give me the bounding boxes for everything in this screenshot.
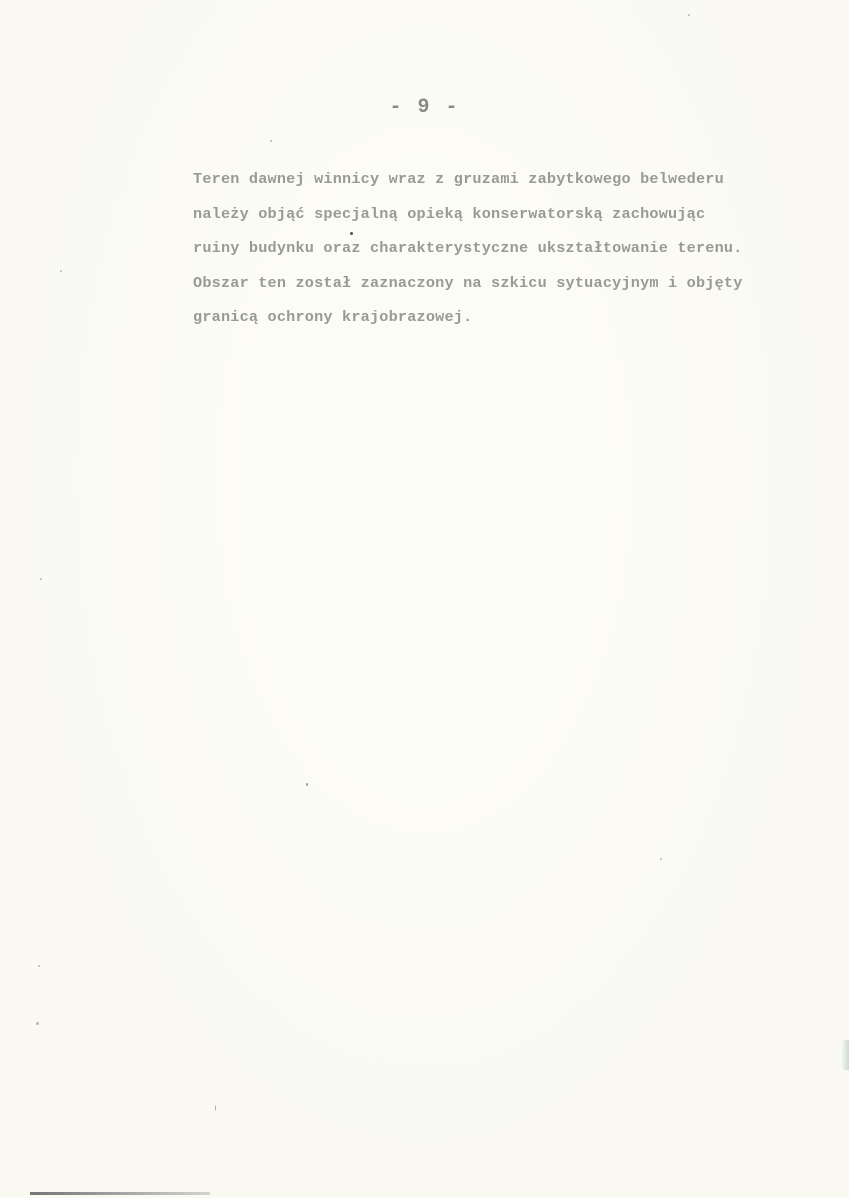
paper-speck xyxy=(270,140,272,142)
paper-speck xyxy=(350,232,353,235)
paragraph-line: Teren dawnej winnicy wraz z gruzami zabytkowego belwederu xyxy=(193,170,724,188)
paper-speck xyxy=(306,783,308,786)
paper-speck xyxy=(60,270,62,272)
page-number: - 9 - xyxy=(389,96,460,119)
bottom-edge-mark xyxy=(30,1192,210,1195)
paper-speck xyxy=(688,14,690,16)
body-paragraph xyxy=(193,162,823,335)
paper-speck xyxy=(660,858,662,860)
paper-speck xyxy=(38,965,40,967)
paper-edge-stain xyxy=(841,1040,849,1070)
paper-speck xyxy=(36,1022,39,1025)
paragraph-line: Obszar ten został zaznaczony na szkicu sytuacyjnym i objęty xyxy=(193,273,743,292)
paper-speck xyxy=(40,578,42,580)
paragraph-line: ruiny budynku oraz charakterystyczne ukształtowanie terenu. xyxy=(193,239,743,257)
paragraph-line: należy objąć specjalną opieką konserwatorską zachowując xyxy=(193,204,706,223)
paper-speck xyxy=(215,1105,216,1111)
paragraph-line: granicą ochrony krajobrazowej. xyxy=(193,308,473,326)
